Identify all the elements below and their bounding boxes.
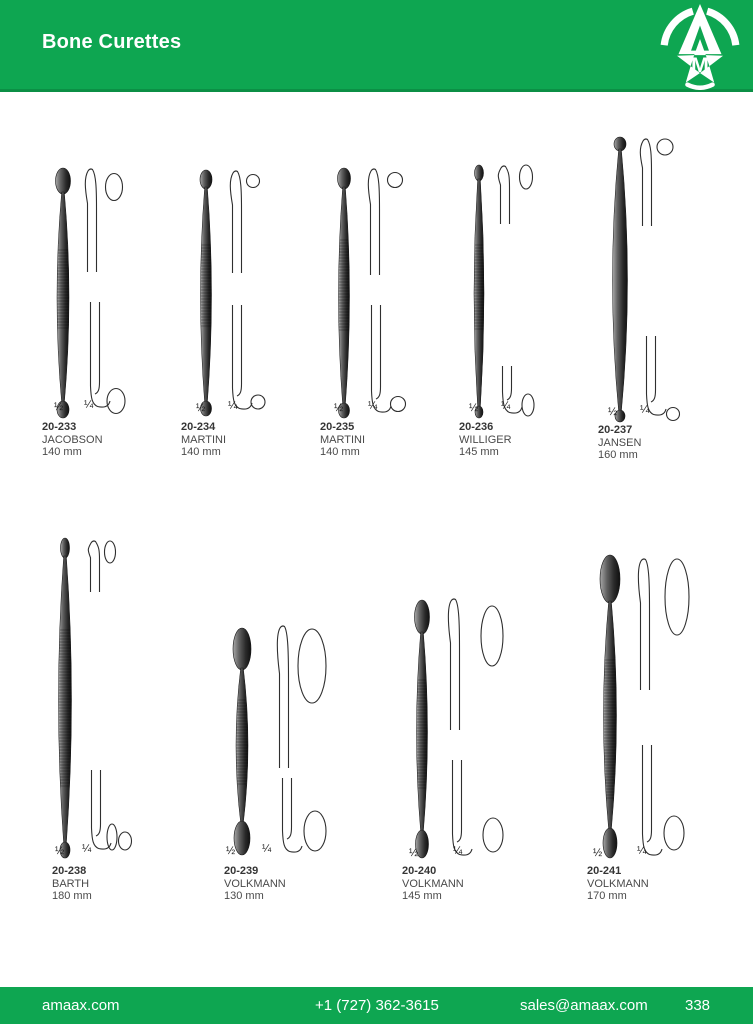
tip-cross-section-bottom: [391, 397, 406, 412]
scale-fraction-half: ½: [409, 847, 419, 859]
scale-fraction-half: ½: [196, 402, 206, 414]
product-label: [320, 421, 365, 459]
tip-profile-bottom-drawing: [287, 778, 292, 839]
product-code: 20-238: [52, 865, 87, 877]
product-name: JACOBSON: [42, 433, 103, 446]
tip-cross-section-bottom: [483, 818, 503, 852]
product-size: 140 mm: [320, 446, 360, 458]
tip-cross-section-top: [520, 165, 533, 189]
product-label: [587, 865, 649, 903]
scale-fraction-half: ½: [54, 401, 64, 413]
instrument-photo: [52, 538, 78, 858]
footer-email: sales@amaax.com: [520, 997, 648, 1014]
scale-fraction-quarter: ¼: [453, 845, 463, 857]
tip-profile-bottom-drawing: [237, 305, 242, 396]
product-code: 20-237: [598, 424, 633, 436]
product-card: [457, 130, 597, 470]
product-code: 20-234: [181, 421, 216, 433]
tip-cross-section-bottom: [251, 395, 265, 409]
scale-fraction-quarter: ¼: [84, 399, 94, 411]
instrument-photo: [411, 600, 433, 858]
tip-cross-section-top: [298, 629, 326, 703]
scale-fraction-half: ½: [469, 402, 479, 414]
product-code: 20-233: [42, 421, 77, 433]
product-card: [585, 520, 753, 920]
tip-cross-section-bottom: [664, 816, 684, 850]
tip-profile-top-drawing: [230, 171, 241, 273]
product-name: WILLIGER: [459, 433, 512, 446]
product-illustration: [40, 130, 180, 470]
tip-cross-section-bottom: [119, 832, 132, 850]
product-size: 140 mm: [181, 446, 221, 458]
product-illustration: [222, 520, 392, 920]
product-size: 180 mm: [52, 890, 92, 902]
product-name: VOLKMANN: [224, 877, 286, 890]
scale-fraction-quarter: ¼: [82, 843, 92, 855]
product-illustration: [50, 520, 220, 920]
product-code: 20-239: [224, 865, 259, 877]
product-size: 145 mm: [402, 890, 442, 902]
product-label: [598, 424, 641, 462]
scale-fraction-half: ½: [593, 847, 603, 859]
tip-profile-bottom-drawing: [283, 778, 303, 852]
scale-fraction-quarter: ¼: [368, 400, 378, 412]
product-code: 20-235: [320, 421, 355, 433]
tip-profile-bottom-drawing: [457, 760, 462, 842]
product-card: [596, 130, 741, 470]
tip-profile-top-drawing: [640, 139, 651, 226]
tip-cross-section-top: [247, 175, 260, 188]
product-size: 160 mm: [598, 449, 638, 461]
tip-profile-bottom-drawing: [91, 302, 111, 407]
tip-cross-section-top: [657, 139, 673, 155]
product-name: VOLKMANN: [402, 877, 464, 890]
tip-profile-bottom-drawing: [372, 305, 392, 412]
tip-profile-bottom-drawing: [96, 770, 101, 836]
product-card: [318, 130, 458, 470]
scale-fraction-quarter: ¼: [637, 845, 647, 857]
page-title: Bone Curettes: [42, 31, 182, 53]
tip-cross-section-bottom: [522, 394, 534, 416]
tip-cross-section-bottom: [107, 824, 117, 850]
page-footer: [0, 987, 753, 1024]
tip-cross-section-top: [665, 559, 689, 635]
tip-cross-section-top: [105, 541, 116, 563]
product-illustration: [179, 130, 319, 470]
product-label: [402, 865, 464, 903]
tip-profile-bottom-drawing: [453, 760, 473, 855]
product-code: 20-241: [587, 865, 622, 877]
instrument-photo: [333, 168, 355, 418]
instrument-photo: [597, 555, 623, 858]
tip-cross-section-top: [481, 606, 503, 666]
product-illustration: [596, 130, 741, 470]
tip-profile-bottom-drawing: [376, 305, 381, 399]
scale-fraction-half: ½: [55, 845, 65, 857]
tip-profile-top-drawing: [638, 559, 649, 690]
product-card: [50, 520, 220, 920]
footer-phone: +1 (727) 362-3615: [315, 997, 439, 1014]
product-illustration: [585, 520, 753, 920]
tip-profile-bottom-drawing: [507, 366, 512, 400]
tip-cross-section-bottom: [304, 811, 326, 851]
scale-fraction-half: ½: [226, 845, 236, 857]
product-size: 145 mm: [459, 446, 499, 458]
instrument-photo: [613, 137, 628, 422]
product-label: [459, 421, 512, 459]
product-card: [222, 520, 392, 920]
tip-profile-bottom-drawing: [92, 770, 112, 849]
product-name: MARTINI: [320, 433, 366, 446]
product-name: VOLKMANN: [587, 877, 649, 890]
instrument-photo: [230, 628, 254, 855]
product-illustration: [400, 520, 570, 920]
page-header: [0, 0, 753, 92]
product-label: [181, 421, 226, 459]
instrument-photo: [469, 165, 489, 418]
tip-profile-bottom-drawing: [651, 336, 656, 402]
tip-cross-section-bottom: [667, 408, 680, 421]
tip-cross-section-top: [106, 174, 123, 201]
product-label: [42, 421, 103, 459]
tip-cross-section-top: [388, 173, 403, 188]
product-card: [400, 520, 570, 920]
product-name: MARTINI: [181, 433, 227, 446]
product-card: [179, 130, 319, 470]
tip-profile-top-drawing: [368, 169, 379, 275]
svg-text:M: M: [691, 53, 709, 78]
tip-profile-bottom-drawing: [647, 745, 652, 842]
product-card: [40, 130, 180, 470]
tip-profile-top-drawing: [277, 626, 288, 768]
product-size: 170 mm: [587, 890, 627, 902]
product-code: 20-236: [459, 421, 494, 433]
tip-profile-bottom-drawing: [643, 745, 663, 855]
tip-profile-bottom-drawing: [233, 305, 253, 409]
product-name: JANSEN: [598, 436, 642, 449]
instrument-photo: [51, 168, 75, 418]
product-illustration: [457, 130, 597, 470]
scale-fraction-quarter: ¼: [501, 400, 511, 412]
amaax-logo-icon: [655, 4, 745, 90]
footer-page-number: 338: [685, 997, 711, 1014]
scale-fraction-half: ½: [334, 402, 344, 414]
tip-profile-top-drawing: [498, 166, 509, 224]
product-label: [224, 865, 286, 903]
product-size: 140 mm: [42, 446, 82, 458]
product-size: 130 mm: [224, 890, 264, 902]
footer-website: amaax.com: [42, 997, 120, 1014]
product-illustration: [318, 130, 458, 470]
scale-fraction-quarter: ¼: [640, 404, 650, 416]
tip-profile-top-drawing: [88, 541, 99, 592]
scale-fraction-quarter: ¼: [228, 400, 238, 412]
instrument-photo: [195, 170, 217, 416]
scale-fraction-half: ½: [608, 406, 618, 418]
product-code: 20-240: [402, 865, 437, 877]
product-label: [52, 865, 92, 903]
product-name: BARTH: [52, 877, 90, 890]
tip-profile-top-drawing: [85, 169, 96, 272]
scale-fraction-quarter: ¼: [262, 843, 272, 855]
tip-profile-top-drawing: [448, 599, 459, 730]
tip-profile-bottom-drawing: [647, 336, 667, 415]
tip-profile-bottom-drawing: [95, 302, 100, 394]
